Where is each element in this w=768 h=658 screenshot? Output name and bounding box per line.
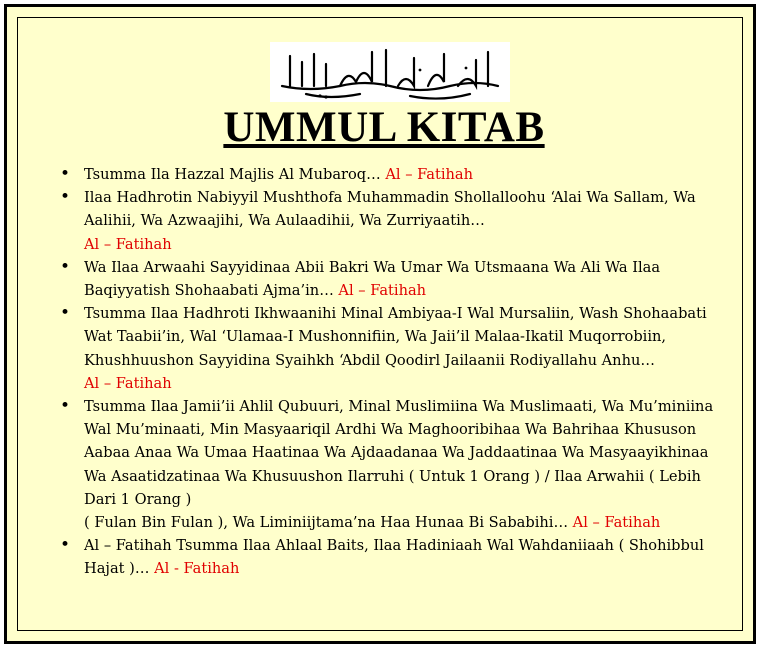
list-item [60, 534, 740, 580]
bismillah-calligraphy-icon [270, 42, 510, 102]
bismillah-calligraphy [270, 42, 510, 102]
list-item [60, 302, 740, 395]
fatihah-label: Al – Fatihah [84, 235, 172, 253]
list-item-text: Wat Taabii’in, Wal ‘Ulamaa-I Mushonnifiin, Wa Jaii’il Malaa-Ikatil Muqorrobiin, [84, 328, 667, 346]
fatihah-label: Al – Fatihah [333, 282, 427, 300]
list-item [60, 163, 740, 186]
list-item [60, 395, 740, 534]
list-item-text: ( Fulan Bin Fulan ), Wa Liminiijtama’na Haa Hunaa Bi Sababihi… [84, 514, 569, 532]
page-title: UMMUL KITAB [223, 104, 545, 151]
list-item-text: Khushhuushon Sayyidina Syaihkh ‘Abdil Qoodirl Jailaanii Rodiyallahu Anhu… [84, 351, 655, 369]
list-item-text: Tsumma Ilaa Hadhroti Ikhwaanihi Minal Ambiyaa-I Wal Mursaliin, Wash Shohaabati [84, 305, 707, 323]
list-item-text: Baqiyyatish Shohaabati Ajma’in… [84, 282, 334, 300]
fatihah-label: Al – Fatihah [380, 166, 474, 183]
list-item-text: Aabaa Anaa Wa Umaa Haatinaa Wa Ajdaadanaa Wa Jaddaatinaa Wa Masyaayikhinaa [84, 444, 709, 462]
list-item-text: Dari 1 Orang ) [84, 490, 192, 508]
list-item-text: Wal Mu’minaati, Min Masyaariqil Ardhi Wa Maghooribihaa Wa Bahrihaa Khususon [84, 421, 697, 439]
list-item-text: Wa Asaatidzatinaa Wa Khusuushon Ilarruhi ( Untuk 1 Orang ) / Ilaa Arwahii ( Lebih [84, 467, 701, 485]
fatihah-label: Al - Fatihah [149, 560, 240, 578]
list-item [60, 256, 740, 302]
list-item-text: Tsumma Ila Hazzal Majlis Al Mubaroq… [84, 166, 381, 183]
list-item-text: Wa Ilaa Arwaahi Sayyidinaa Abii Bakri Wa Umar Wa Utsmaana Wa Ali Wa Ilaa [84, 258, 661, 276]
fatihah-label: Al – Fatihah [568, 514, 661, 532]
prayer-list [60, 163, 740, 581]
list-item-text: Hajat )… [84, 560, 150, 578]
list-item-text: Al – Fatihah Tsumma Ilaa Ahlaal Baits, Ilaa Hadiniaah Wal Wahdaniiaah ( Shohibbul [84, 537, 704, 555]
list-item-text: Tsumma Ilaa Jamii’ii Ahlil Qubuuri, Minal Muslimiina Wa Muslimaati, Wa Mu’miniina [84, 398, 714, 416]
fatihah-label: Al – Fatihah [84, 374, 172, 392]
list-item [60, 186, 740, 256]
list-item-text: Aalihii, Wa Azwaajihi, Wa Aulaadihii, Wa Zurriyaatih… [84, 212, 485, 230]
list-item-text: Ilaa Hadhrotin Nabiyyil Mushthofa Muhammadin Shollalloohu ‘Alai Wa Sallam, Wa [84, 189, 696, 207]
